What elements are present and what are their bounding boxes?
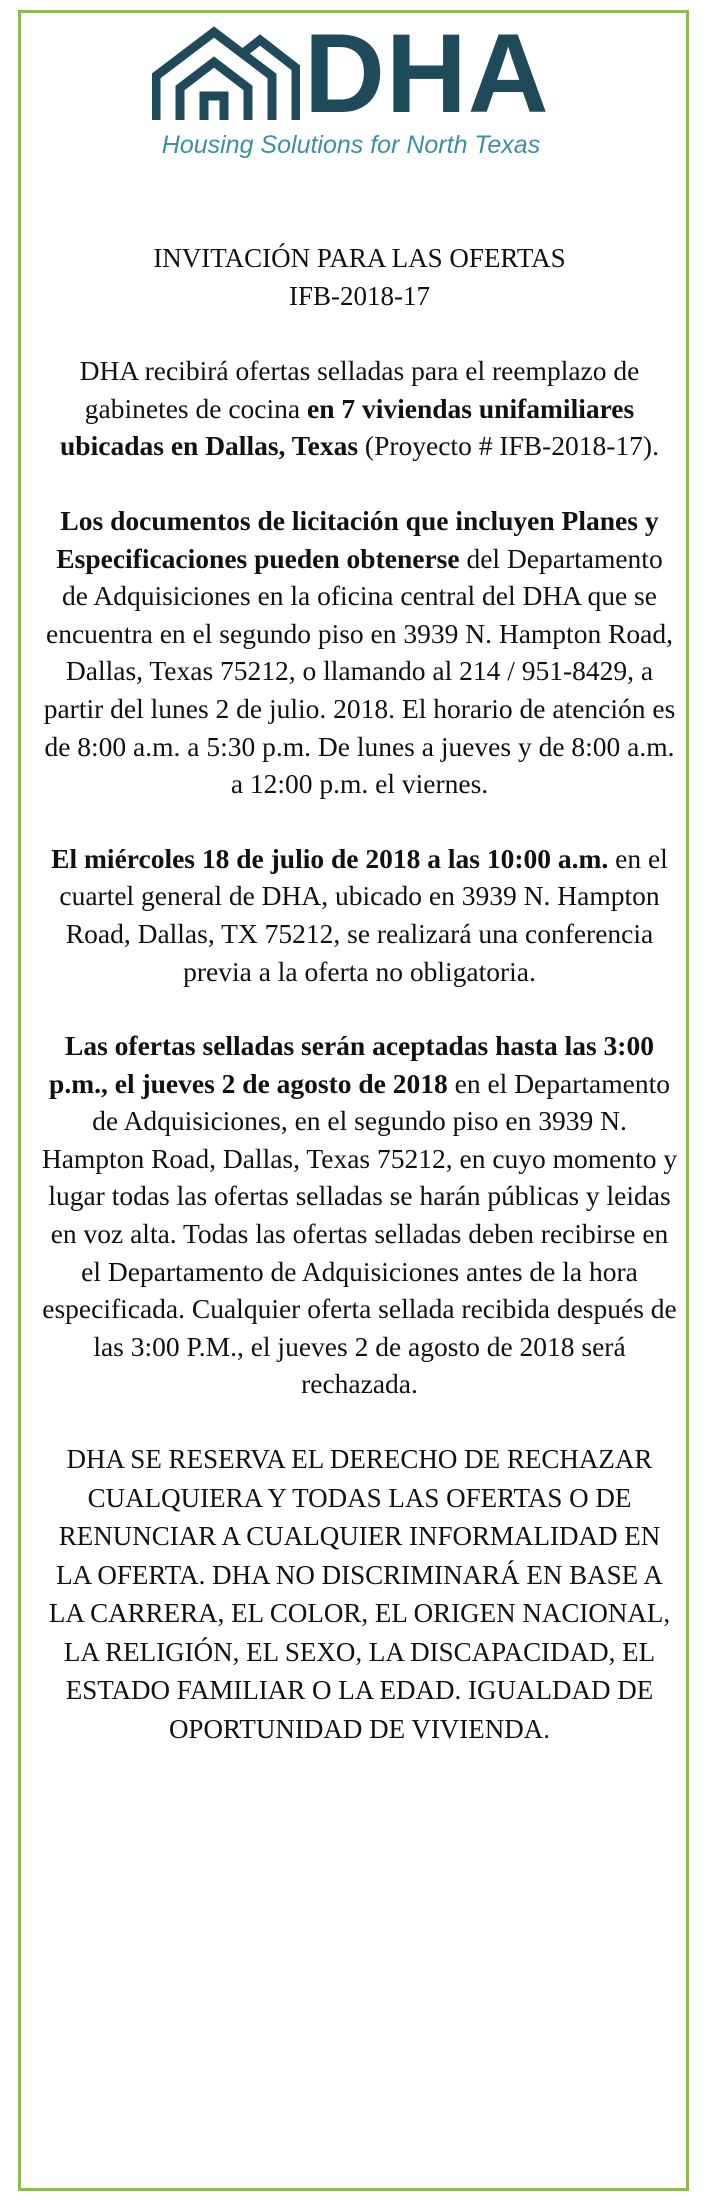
deadline-text: en el Departamento de Adquisiciones, en el segundo piso en 3939 N. Hampton Road, Dallas, Texas 75212, en cuyo momento y lugar todas las ofertas selladas se harán públicas y leidas en voz alta. Todas las ofertas selladas deben recibirse en el Departamento de Adquisiciones antes de la hora especificada. Cualquier oferta sellada recibida después de las 3:00 P.M., el jueves 2 de agosto de 2018 será rechazada. <box>41 1067 678 1400</box>
paragraph-rights-notice: DHA SE RESERVA EL DERECHO DE RECHAZAR CUALQUIERA Y TODAS LAS OFERTAS O DE RENUNCIAR A CUALQUIER INFORMALIDAD EN LA OFERTA. DHA NO DISCRIMINARÁ EN BASE A LA CARRERA, EL COLOR, EL ORIGEN NACIONAL, LA RELIGIÓN, EL SEXO, LA DISCAPACIDAD, EL ESTADO FAMILIAR O LA EDAD. IGUALDAD DE OPORTUNIDAD DE VIVIENDA. <box>48 1444 671 1744</box>
documents-text: del Departamento de Adquisiciones en la oficina central del DHA que se encuentra en el segundo piso en 3939 N. Hampton Road, Dallas, Texas 75212, o llamando al 214 / 951-8429, a partir del lunes 2 de julio. 2018. El horario de atención es de 8:00 a.m. a 5:30 p.m. De lunes a jueves y de 8:00 a.m. a 12:00 p.m. el viernes. <box>43 542 676 800</box>
dha-logo <box>150 11 550 172</box>
notice-body <box>40 240 679 1748</box>
deadline-bold: Las ofertas selladas serán aceptadas hasta las 3:00 p.m., el jueves 2 de agosto de 2018 <box>49 1030 654 1099</box>
paragraph-conference <box>40 840 679 990</box>
scope-bold: en 7 viviendas unifamiliares ubicadas en Dallas, Texas <box>60 392 635 462</box>
documents-bold: Los documentos de licitación que incluyen Planes y Especificaciones pueden obtenerse <box>56 504 659 574</box>
paragraph-documents <box>40 502 679 803</box>
conference-bold: El miércoles 18 de julio de 2018 a las 10:00 a.m. <box>51 842 609 874</box>
scope-text-b: (Proyecto # IFB-2018-17). <box>358 430 659 462</box>
paragraph-scope <box>40 352 679 465</box>
scope-text-a: DHA recibirá ofertas selladas para el reemplazo de gabinetes de cocina <box>79 355 640 424</box>
house-outline-icon <box>152 24 300 124</box>
brand-tagline: Housing Solutions for North Texas <box>161 131 541 159</box>
conference-text: en el cuartel general de DHA, ubicado en 3939 N. Hampton Road, Dallas, TX 75212, se realizará una conferencia previa a la oferta no obligatoria. <box>59 842 668 987</box>
brand-name: DHA <box>304 11 550 136</box>
notice-reference: IFB-2018-17 <box>289 280 430 311</box>
paragraph-deadline <box>40 1027 679 1403</box>
notice-title: INVITACIÓN PARA LAS OFERTAS <box>153 243 566 273</box>
